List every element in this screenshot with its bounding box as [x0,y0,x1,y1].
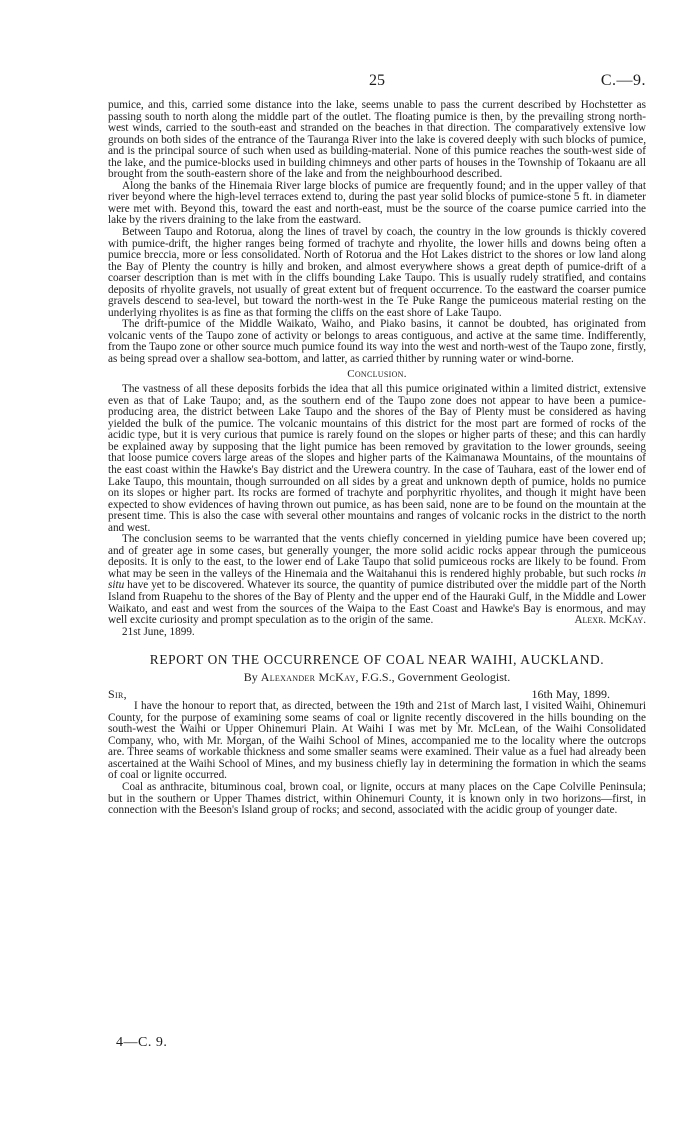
text-run: have yet to be discovered. Whatever its source, the quantity of pumice distributed over the middle part of the North Island from Ruapehu to the shores of the Bay of Plenty and the upper end of the Hauraki Gulf, in the Middle and Lower Waikato, and east and west from the sources of the Waipa to the East Coast and Hawke's Bay is enormous, and may well excite curiosity and prompt speculation as to the origin of the same. [108,579,646,627]
paragraph: Along the banks of the Hinemaia River large blocks of pumice are frequently found; and in the upper valley of that river beyond where the high-level terraces extend to, during the past year solid blocks of pumice-stone 5 ft. in diameter were met with. Beyond this, toward the east and north-east, must be the source of the coarse pumice carried into the lake by the rivers draining to the lake from the eastward. [108,179,646,227]
page-number: 25 [369,72,385,89]
salutation: Sir, [108,687,127,702]
paragraph: Between Taupo and Rotorua, along the lines of travel by coach, the country in the low grounds is thickly covered with pumice-drift, the higher ranges being formed of trachyte and rhyolite, the lower hills and downs being often a pumice breccia, more or less consolidated. North of Rotorua and the Hot Lakes district to the shores or low land along the Bay of Plenty the country is hilly and broken, and almost everywhere shows a great depth of pumice-drift of a coarser description than is met with in the cliffs bounding Lake Taupo. This is usually rudely stratified, and contains deposits of rhyolite gravels, not usually of great extent but of frequent occurrence. To the eastward the coarser pumice gravels descend to sea-level, but toward the north-west in the Te Puke Range the pumiceous material resting on the underlying rhyolites is as fine as that forming the cliffs on the east shore of Lake Taupo. [108,226,646,319]
report-date: 16th May, 1899. [531,687,610,702]
byline-prefix: By [243,670,258,685]
conclusion-heading: Conclusion. [347,367,407,380]
text-run: The conclusion seems to be warranted that the vents chiefly concerned in yielding pumice have been covered up; and of greater age in some cases, but generally younger, the more solid acidic rocks appear through the pumiceous deposits. It is only to the east, to the lower end of Lake Taupo that solid pumiceous rocks are likely to be found. From what may be seen in the valleys of the Hinemaia and the Waitahanui this is rendered highly probable, but such rocks [108,533,646,580]
paper-reference: C.—9. [600,72,646,89]
document-body [108,100,646,817]
paragraph: pumice, and this, carried some distance into the lake, seems unable to pass the current described by Hochstetter as passing south to north along the middle part of the outlet. The floating pumice is then, by the prevailing strong north-west winds, carried to the south-east and stranded on the beaches in that direction. The comparatively extensive low grounds on both sides of the entrance of the Tauranga River into the lake is covered deeply with such blocks of pumice, and is the principal source of such when used as building-material. None of this pumice reaches the south-west side of the lake, and the pumice-blocks used in building chimneys and other parts of houses in the Township of Tokaanu are all brought from the south-eastern shore of the lake and from the neighbourhood described. [108,99,646,181]
paragraph: I have the honour to report that, as directed, between the 19th and 21st of March last, I visited Waihi, Ohinemuri County, for the purpose of examining some seams of coal or lignite recently discovered in the hills bounding on the south-west the Waihi or Upper Ohinemuri Plain. At Waihi I was met by Mr. McLean, of the Waihi Consolidated Company, who, with Mr. Morgan, of the Waihi School of Mines, accompanied me to the locality where the outcrops are. Three seams of workable thickness and some smaller seams were examined. Their value as a fuel had already been ascertained at the Waihi School of Mines, and my business chiefly lay in determining the formation in which the seams of coal or lignite occurred. [108,700,646,782]
report-title: REPORT ON THE OCCURRENCE OF COAL NEAR WAIHI, AUCKLAND. [149,652,605,668]
italic-phrase: in situ [108,567,646,592]
signature: Alexr. McKay. [574,614,646,627]
paragraph: The vastness of all these deposits forbids the idea that all this pumice originated within a limited district, extensive even as that of Lake Taupo; and, as the southern end of the Taupo zone does not appear to have been a pumice-producing area, the district between Lake Taupo and the shores of the Bay of Plenty must be considered as having yielded the bulk of the pumice. The volcanic mountains of this district for the most part are formed of rocks of the acidic type, but it is very curious that pumice is rarely found on the slopes or higher parts of these; and this can hardly be explained away by supposing that the light pumice has been removed by gravitation to the lower grounds, seeing that loose pumice covers large areas of the slopes and higher parts of the Kaimanawa Mountains, of the mountains of the east coast within the Hawke's Bay district and the Urewera country. In the case of Tauhara, east of the lower end of Lake Taupo, this mountain, though surrounded on all sides by a great and unknown depth of pumice, holds no pumice on its slopes or higher part. Its rocks are formed of trachyte and porphyritic rhyolites, and though it might have been expected to show evidences of having thrown out pumice, as has been said, none are to be found on the mountain at the present time. This is also the case with several other mountains and ranges of volcanic rocks in the district to the north and west. [108,383,646,534]
author-name: Alexander McKay [260,670,356,685]
page-footer: 4—C. 9. [116,1035,168,1050]
paragraph: The drift-pumice of the Middle Waikato, Waiho, and Piako basins, it cannot be doubted, has originated from volcanic vents of the Taupo zone of activity or belongs to areas contiguous, and active at the same time. Indifferently, from the Taupo zone or other source much pumice found its way into the west and north-west of the Taupo zone, firstly, as being spread over a shallow sea-bottom, and latter, as carried thither by running water or wind-borne. [108,318,646,366]
paragraph: Coal as anthracite, bituminous coal, brown coal, or lignite, occurs at many places on the Cape Colville Peninsula; but in the southern or Upper Thames district, within Ohinemuri County, it is known only in two horizons—first, in connection with the Beeson's Island group of rocks; and second, associated with the acidic group of younger date. [108,780,646,817]
date-line: 21st June, 1899. [122,625,195,638]
byline-suffix: , F.G.S., Government Geologist. [355,670,511,685]
page-header [108,70,646,94]
report-byline [108,670,646,685]
salutation-line [108,687,646,701]
conclusion-final-paragraph [108,534,646,626]
